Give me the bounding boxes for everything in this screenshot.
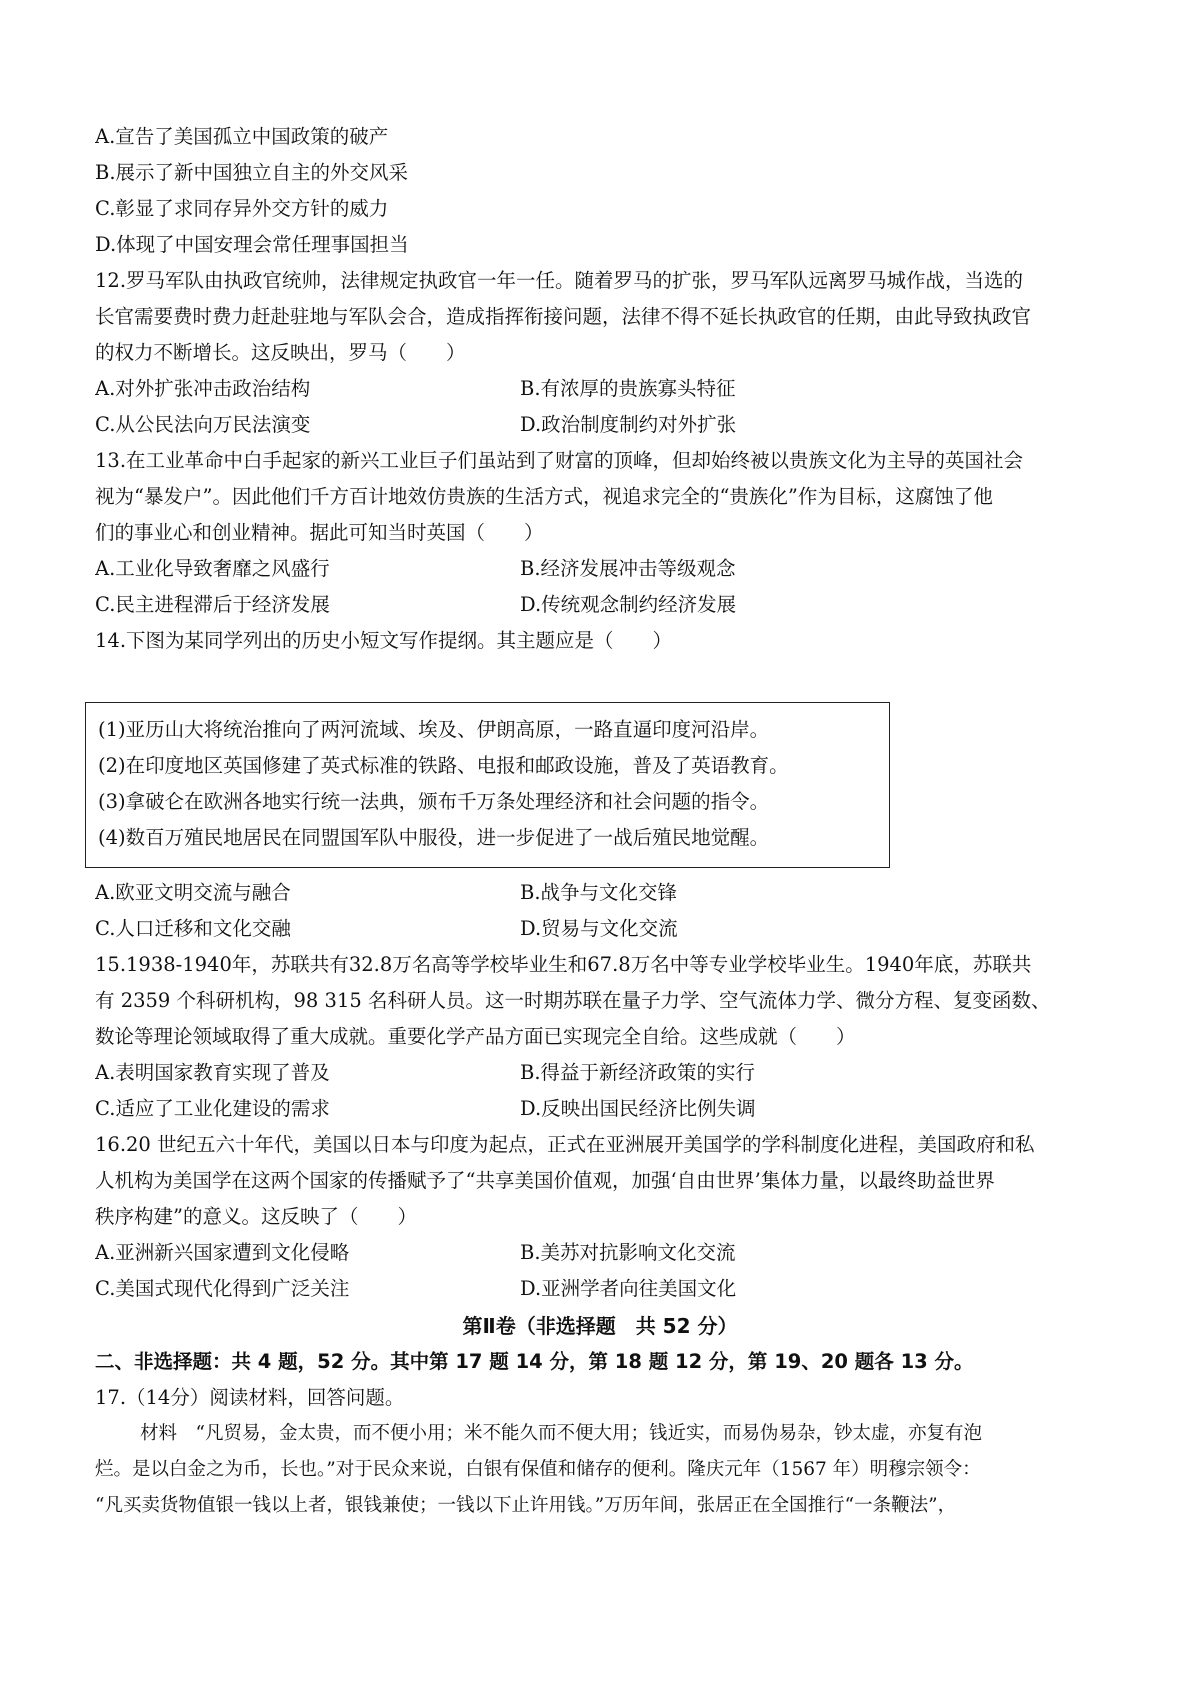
q17-material-line: 烂。是以白金之为币，长也。”对于民众来说，白银有保值和储存的便利。隆庆元年（1567 年）明穆宗领令：	[95, 1459, 981, 1480]
q14-stem-line: 14.下图为某同学列出的历史小短文写作提纲。其主题应是（ ）	[95, 629, 673, 652]
q14-option-d: D.贸易与文化交流	[520, 917, 678, 940]
q15-option-b: B.得益于新经济政策的实行	[520, 1061, 756, 1084]
q17-material-line: 材料 “凡贸易，金太贵，而不便小用；米不能久而不便大用；钱近实，而易伪易杂，钞太虚，亦复有泡	[140, 1423, 982, 1444]
q16-stem-line: 秩序构建”的意义。这反映了（ ）	[95, 1205, 417, 1228]
q11-option-c: C.彰显了求同存异外交方针的威力	[95, 197, 389, 220]
q14-outline-item: (2)在印度地区英国修建了英式标准的铁路、电报和邮政设施，普及了英语教育。	[98, 754, 789, 777]
part2-title: 第Ⅱ卷（非选择题 共 52 分）	[462, 1314, 738, 1338]
q13-option-c: C.民主进程滞后于经济发展	[95, 593, 330, 616]
q14-outline-item: (3)拿破仑在欧洲各地实行统一法典，颁布千万条处理经济和社会问题的指令。	[98, 790, 770, 813]
q17-material-line: “凡买卖货物值银一钱以上者，银钱兼使；一钱以下止许用钱。”万历年间，张居正在全国推行“一条鞭法”，	[95, 1495, 957, 1516]
q16-stem-line: 人机构为美国学在这两个国家的传播赋予了“共享美国价值观，加强‘自由世界’集体力量，以最终助益世界	[95, 1169, 995, 1192]
q12-stem-line: 长官需要费时费力赶赴驻地与军队会合，造成指挥衔接问题，法律不得不延长执政官的任期，由此导致执政官	[95, 305, 1032, 328]
q14-option-b: B.战争与文化交锋	[520, 881, 678, 904]
q15-option-c: C.适应了工业化建设的需求	[95, 1097, 330, 1120]
q14-outline-item: (4)数百万殖民地居民在同盟国军队中服役，进一步促进了一战后殖民地觉醒。	[98, 826, 770, 849]
q12-option-c: C.从公民法向万民法演变	[95, 413, 311, 436]
q13-option-a: A.工业化导致奢靡之风盛行	[95, 557, 330, 580]
q16-option-d: D.亚洲学者向往美国文化	[520, 1277, 737, 1300]
q14-option-c: C.人口迁移和文化交融	[95, 917, 291, 940]
q13-stem-line: 们的事业心和创业精神。据此可知当时英国（ ）	[95, 521, 544, 544]
q15-stem-line: 数论等理论领域取得了重大成就。重要化学产品方面已实现完全自给。这些成就（ ）	[95, 1025, 856, 1048]
q14-option-a: A.欧亚文明交流与融合	[95, 881, 291, 904]
q12-stem-line: 的权力不断增长。这反映出，罗马（ ）	[95, 341, 466, 364]
q15-stem-line: 15.1938-1940年，苏联共有32.8万名高等学校毕业生和67.8万名中等专业学校毕业生。1940年底，苏联共	[95, 953, 1032, 976]
q11-option-a: A.宣告了美国孤立中国政策的破产	[95, 125, 389, 148]
q15-option-d: D.反映出国民经济比例失调	[520, 1097, 756, 1120]
q12-stem-line: 12.罗马军队由执政官统帅，法律规定执政官一年一任。随着罗马的扩张，罗马军队远离罗马城作战，当选的	[95, 269, 1024, 292]
q13-option-b: B.经济发展冲击等级观念	[520, 557, 736, 580]
q14-outline-box	[85, 702, 890, 868]
q11-option-b: B.展示了新中国独立自主的外交风采	[95, 161, 409, 184]
q12-option-d: D.政治制度制约对外扩张	[520, 413, 737, 436]
q16-stem-line: 16.20 世纪五六十年代，美国以日本与印度为起点，正式在亚洲展开美国学的学科制度化进程，美国政府和私	[95, 1133, 1035, 1156]
q15-stem-line: 有 2359 个科研机构，98 315 名科研人员。这一时期苏联在量子力学、空气流体力学、微分方程、复变函数、	[95, 989, 1051, 1012]
q13-option-d: D.传统观念制约经济发展	[520, 593, 737, 616]
q16-option-a: A.亚洲新兴国家遭到文化侵略	[95, 1241, 350, 1264]
q12-option-b: B.有浓厚的贵族寡头特征	[520, 377, 736, 400]
q12-option-a: A.对外扩张冲击政治结构	[95, 377, 311, 400]
q16-option-b: B.美苏对抗影响文化交流	[520, 1241, 736, 1264]
part2-section-heading: 二、非选择题：共 4 题，52 分。其中第 17 题 14 分，第 18 题 12 分，第 19、20 题各 13 分。	[95, 1350, 974, 1373]
q15-option-a: A.表明国家教育实现了普及	[95, 1061, 330, 1084]
q11-option-d: D.体现了中国安理会常任理事国担当	[95, 233, 409, 256]
q16-option-c: C.美国式现代化得到广泛关注	[95, 1277, 350, 1300]
q13-stem-line: 视为“暴发户”。因此他们千方百计地效仿贵族的生活方式，视追求完全的“贵族化”作为目标，这腐蚀了他	[95, 485, 993, 508]
q13-stem-line: 13.在工业革命中白手起家的新兴工业巨子们虽站到了财富的顶峰，但却始终被以贵族文化为主导的英国社会	[95, 449, 1024, 472]
q14-outline-item: (1)亚历山大将统治推向了两河流域、埃及、伊朗高原，一路直逼印度河沿岸。	[98, 718, 770, 741]
q17-heading: 17.（14分）阅读材料，回答问题。	[95, 1386, 405, 1409]
